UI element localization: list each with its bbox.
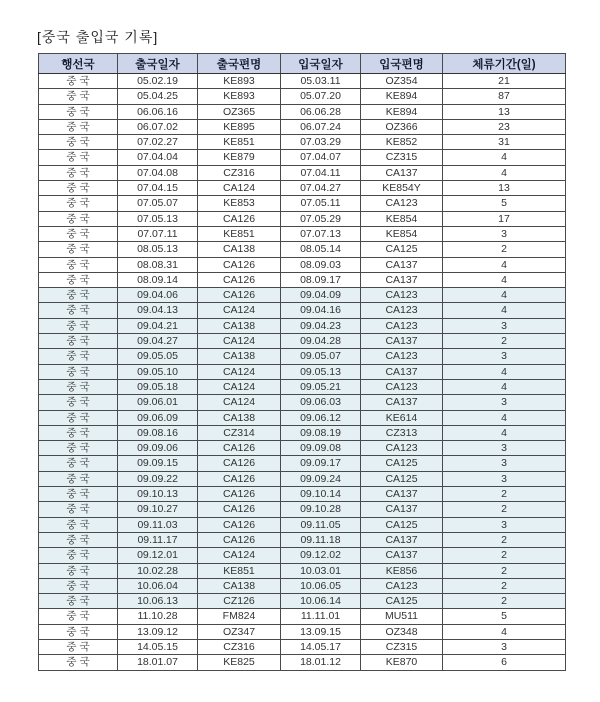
cell-country: 중 국: [39, 410, 118, 425]
cell-stay-days: 13: [443, 104, 566, 119]
cell-depart-date: 09.10.27: [118, 502, 198, 517]
cell-arrive-date: 10.06.05: [281, 578, 361, 593]
cell-arrive-flight: KE894: [361, 89, 443, 104]
cell-country: 중 국: [39, 578, 118, 593]
cell-country: 중 국: [39, 349, 118, 364]
cell-depart-date: 06.06.16: [118, 104, 198, 119]
cell-arrive-date: 09.09.17: [281, 456, 361, 471]
cell-country: 중 국: [39, 135, 118, 150]
cell-arrive-date: 09.10.28: [281, 502, 361, 517]
cell-stay-days: 2: [443, 563, 566, 578]
cell-stay-days: 3: [443, 226, 566, 241]
cell-country: 중 국: [39, 548, 118, 563]
cell-arrive-flight: CA123: [361, 349, 443, 364]
cell-depart-date: 09.09.22: [118, 471, 198, 486]
cell-country: 중 국: [39, 379, 118, 394]
table-row: [39, 502, 566, 517]
cell-depart-date: 07.07.11: [118, 226, 198, 241]
cell-stay-days: 4: [443, 624, 566, 639]
cell-depart-date: 09.10.13: [118, 487, 198, 502]
cell-depart-date: 09.11.17: [118, 532, 198, 547]
cell-country: 중 국: [39, 471, 118, 486]
cell-arrive-date: 09.04.16: [281, 303, 361, 318]
cell-stay-days: 4: [443, 150, 566, 165]
cell-country: 중 국: [39, 165, 118, 180]
cell-depart-flight: CA126: [198, 257, 281, 272]
cell-country: 중 국: [39, 104, 118, 119]
cell-arrive-date: 08.09.03: [281, 257, 361, 272]
cell-depart-date: 05.02.19: [118, 74, 198, 89]
cell-country: 중 국: [39, 334, 118, 349]
table-row: [39, 517, 566, 532]
cell-depart-flight: CA138: [198, 578, 281, 593]
cell-depart-date: 10.06.13: [118, 594, 198, 609]
table-row: [39, 609, 566, 624]
cell-arrive-flight: KE856: [361, 563, 443, 578]
cell-depart-flight: KE851: [198, 226, 281, 241]
cell-stay-days: 6: [443, 655, 566, 670]
cell-depart-date: 09.11.03: [118, 517, 198, 532]
cell-stay-days: 4: [443, 425, 566, 440]
cell-depart-flight: CZ316: [198, 165, 281, 180]
cell-depart-flight: KE893: [198, 74, 281, 89]
cell-depart-flight: CA124: [198, 379, 281, 394]
cell-depart-flight: CZ314: [198, 425, 281, 440]
cell-country: 중 국: [39, 425, 118, 440]
cell-country: 중 국: [39, 609, 118, 624]
table-row: [39, 471, 566, 486]
cell-country: 중 국: [39, 624, 118, 639]
cell-depart-date: 13.09.12: [118, 624, 198, 639]
cell-stay-days: 3: [443, 395, 566, 410]
cell-arrive-flight: CA125: [361, 456, 443, 471]
table-row: [39, 226, 566, 241]
cell-country: 중 국: [39, 288, 118, 303]
cell-country: 중 국: [39, 242, 118, 257]
cell-country: 중 국: [39, 441, 118, 456]
table-row: [39, 211, 566, 226]
cell-arrive-date: 09.06.03: [281, 395, 361, 410]
cell-depart-flight: CA138: [198, 349, 281, 364]
table-row: [39, 594, 566, 609]
cell-country: 중 국: [39, 655, 118, 670]
cell-depart-date: 06.07.02: [118, 119, 198, 134]
cell-stay-days: 87: [443, 89, 566, 104]
cell-depart-flight: KE851: [198, 563, 281, 578]
table-row: [39, 364, 566, 379]
cell-arrive-date: 14.05.17: [281, 639, 361, 654]
cell-stay-days: 3: [443, 441, 566, 456]
cell-depart-date: 09.05.05: [118, 349, 198, 364]
table-row: [39, 303, 566, 318]
cell-arrive-date: 09.08.19: [281, 425, 361, 440]
cell-arrive-date: 09.05.21: [281, 379, 361, 394]
cell-stay-days: 13: [443, 181, 566, 196]
cell-depart-flight: CA126: [198, 502, 281, 517]
table-row: [39, 334, 566, 349]
table-row: [39, 318, 566, 333]
cell-arrive-date: 08.09.17: [281, 272, 361, 287]
cell-stay-days: 2: [443, 502, 566, 517]
cell-arrive-flight: CA125: [361, 594, 443, 609]
cell-stay-days: 4: [443, 257, 566, 272]
cell-depart-flight: CA126: [198, 517, 281, 532]
cell-country: 중 국: [39, 517, 118, 532]
cell-depart-flight: CA126: [198, 272, 281, 287]
table-row: [39, 119, 566, 134]
cell-depart-date: 11.10.28: [118, 609, 198, 624]
cell-arrive-date: 05.03.11: [281, 74, 361, 89]
cell-depart-flight: OZ347: [198, 624, 281, 639]
table-row: [39, 242, 566, 257]
cell-depart-flight: CA138: [198, 318, 281, 333]
cell-arrive-flight: CA137: [361, 334, 443, 349]
header-departure-date: 출국일자: [118, 54, 198, 74]
cell-arrive-date: 09.11.05: [281, 517, 361, 532]
table-row: [39, 425, 566, 440]
cell-depart-flight: CA124: [198, 303, 281, 318]
cell-depart-date: 07.04.15: [118, 181, 198, 196]
cell-arrive-flight: CZ313: [361, 425, 443, 440]
cell-arrive-flight: CA137: [361, 257, 443, 272]
cell-country: 중 국: [39, 119, 118, 134]
cell-depart-date: 07.05.13: [118, 211, 198, 226]
header-stay-duration: 체류기간(일): [443, 54, 566, 74]
cell-depart-flight: CA126: [198, 288, 281, 303]
cell-depart-flight: KE825: [198, 655, 281, 670]
cell-depart-date: 07.04.04: [118, 150, 198, 165]
cell-arrive-flight: CA137: [361, 502, 443, 517]
table-row: [39, 395, 566, 410]
cell-arrive-flight: CA137: [361, 272, 443, 287]
cell-country: 중 국: [39, 594, 118, 609]
cell-arrive-date: 09.04.09: [281, 288, 361, 303]
cell-arrive-flight: KE854Y: [361, 181, 443, 196]
cell-stay-days: 4: [443, 303, 566, 318]
cell-country: 중 국: [39, 150, 118, 165]
table-row: [39, 74, 566, 89]
cell-stay-days: 4: [443, 364, 566, 379]
cell-arrive-flight: CA125: [361, 471, 443, 486]
cell-arrive-flight: CA125: [361, 242, 443, 257]
cell-stay-days: 3: [443, 318, 566, 333]
table-body: [39, 74, 566, 671]
cell-country: 중 국: [39, 303, 118, 318]
table-row: [39, 379, 566, 394]
cell-country: 중 국: [39, 74, 118, 89]
cell-arrive-flight: CA137: [361, 548, 443, 563]
cell-depart-flight: KE895: [198, 119, 281, 134]
cell-stay-days: 2: [443, 487, 566, 502]
header-arrival-flight: 입국편명: [361, 54, 443, 74]
cell-depart-date: 18.01.07: [118, 655, 198, 670]
cell-depart-flight: CZ316: [198, 639, 281, 654]
cell-stay-days: 4: [443, 165, 566, 180]
cell-arrive-date: 07.05.29: [281, 211, 361, 226]
cell-depart-date: 05.04.25: [118, 89, 198, 104]
cell-depart-date: 09.04.13: [118, 303, 198, 318]
table-row: [39, 548, 566, 563]
cell-stay-days: 5: [443, 609, 566, 624]
cell-arrive-flight: CA137: [361, 532, 443, 547]
cell-arrive-flight: KE854: [361, 211, 443, 226]
cell-depart-date: 10.06.04: [118, 578, 198, 593]
cell-arrive-date: 13.09.15: [281, 624, 361, 639]
cell-depart-date: 07.02.27: [118, 135, 198, 150]
header-destination-country: 행선국: [39, 54, 118, 74]
cell-arrive-flight: CA123: [361, 578, 443, 593]
cell-depart-flight: KE893: [198, 89, 281, 104]
cell-depart-flight: KE879: [198, 150, 281, 165]
cell-country: 중 국: [39, 89, 118, 104]
table-row: [39, 624, 566, 639]
cell-arrive-flight: CA123: [361, 318, 443, 333]
table-row: [39, 639, 566, 654]
cell-country: 중 국: [39, 456, 118, 471]
table-row: [39, 150, 566, 165]
cell-stay-days: 2: [443, 594, 566, 609]
cell-arrive-flight: KE852: [361, 135, 443, 150]
cell-arrive-flight: KE854: [361, 226, 443, 241]
cell-arrive-flight: CA123: [361, 288, 443, 303]
table-row: [39, 456, 566, 471]
cell-depart-flight: CA126: [198, 532, 281, 547]
cell-arrive-flight: KE870: [361, 655, 443, 670]
cell-arrive-date: 07.07.13: [281, 226, 361, 241]
cell-arrive-date: 09.09.24: [281, 471, 361, 486]
cell-arrive-date: 11.11.01: [281, 609, 361, 624]
cell-stay-days: 2: [443, 242, 566, 257]
cell-arrive-date: 09.05.13: [281, 364, 361, 379]
table-header-row: [39, 54, 566, 74]
table-row: [39, 181, 566, 196]
table-row: [39, 196, 566, 211]
cell-arrive-flight: OZ366: [361, 119, 443, 134]
cell-depart-date: 07.04.08: [118, 165, 198, 180]
cell-arrive-date: 06.07.24: [281, 119, 361, 134]
cell-stay-days: 2: [443, 578, 566, 593]
cell-depart-date: 09.09.15: [118, 456, 198, 471]
cell-depart-date: 09.12.01: [118, 548, 198, 563]
table-row: [39, 410, 566, 425]
cell-stay-days: 3: [443, 517, 566, 532]
cell-depart-flight: CA124: [198, 181, 281, 196]
cell-depart-flight: CA124: [198, 395, 281, 410]
cell-stay-days: 4: [443, 288, 566, 303]
cell-arrive-date: 09.12.02: [281, 548, 361, 563]
table-row: [39, 288, 566, 303]
cell-arrive-flight: CA123: [361, 441, 443, 456]
cell-arrive-date: 09.09.08: [281, 441, 361, 456]
cell-arrive-date: 08.05.14: [281, 242, 361, 257]
cell-depart-date: 09.06.09: [118, 410, 198, 425]
cell-depart-flight: CA126: [198, 211, 281, 226]
cell-arrive-date: 07.04.27: [281, 181, 361, 196]
table-row: [39, 135, 566, 150]
cell-depart-flight: CA126: [198, 487, 281, 502]
cell-stay-days: 3: [443, 471, 566, 486]
cell-arrive-flight: KE894: [361, 104, 443, 119]
table-row: [39, 257, 566, 272]
table-row: [39, 578, 566, 593]
cell-arrive-flight: CA137: [361, 395, 443, 410]
cell-arrive-date: 09.11.18: [281, 532, 361, 547]
cell-arrive-flight: CA137: [361, 487, 443, 502]
table-row: [39, 272, 566, 287]
cell-depart-date: 10.02.28: [118, 563, 198, 578]
page-title: [중국 출입국 기록]: [37, 29, 159, 45]
cell-arrive-date: 07.03.29: [281, 135, 361, 150]
cell-stay-days: 3: [443, 639, 566, 654]
cell-arrive-flight: CZ315: [361, 150, 443, 165]
cell-depart-date: 14.05.15: [118, 639, 198, 654]
table-row: [39, 532, 566, 547]
cell-country: 중 국: [39, 196, 118, 211]
cell-depart-flight: KE851: [198, 135, 281, 150]
cell-depart-flight: CA124: [198, 334, 281, 349]
cell-depart-flight: CA124: [198, 364, 281, 379]
cell-country: 중 국: [39, 181, 118, 196]
cell-arrive-flight: CA123: [361, 196, 443, 211]
cell-country: 중 국: [39, 395, 118, 410]
table-row: [39, 441, 566, 456]
cell-depart-date: 09.04.21: [118, 318, 198, 333]
cell-stay-days: 2: [443, 532, 566, 547]
cell-stay-days: 2: [443, 334, 566, 349]
cell-arrive-date: 10.06.14: [281, 594, 361, 609]
cell-depart-date: 08.09.14: [118, 272, 198, 287]
cell-arrive-date: 09.04.28: [281, 334, 361, 349]
cell-arrive-date: 09.06.12: [281, 410, 361, 425]
cell-depart-date: 08.08.31: [118, 257, 198, 272]
cell-arrive-flight: CZ315: [361, 639, 443, 654]
cell-stay-days: 17: [443, 211, 566, 226]
cell-arrive-flight: KE614: [361, 410, 443, 425]
cell-depart-flight: FM824: [198, 609, 281, 624]
cell-depart-flight: CZ126: [198, 594, 281, 609]
cell-arrive-date: 06.06.28: [281, 104, 361, 119]
cell-arrive-flight: CA125: [361, 517, 443, 532]
cell-arrive-date: 07.05.11: [281, 196, 361, 211]
cell-country: 중 국: [39, 257, 118, 272]
cell-depart-date: 07.05.07: [118, 196, 198, 211]
cell-stay-days: 4: [443, 379, 566, 394]
cell-country: 중 국: [39, 639, 118, 654]
cell-stay-days: 4: [443, 272, 566, 287]
cell-depart-flight: CA126: [198, 441, 281, 456]
cell-depart-flight: CA124: [198, 548, 281, 563]
cell-country: 중 국: [39, 226, 118, 241]
table-row: [39, 104, 566, 119]
cell-stay-days: 3: [443, 349, 566, 364]
table-row: [39, 487, 566, 502]
cell-depart-flight: OZ365: [198, 104, 281, 119]
cell-country: 중 국: [39, 532, 118, 547]
table-row: [39, 89, 566, 104]
cell-depart-date: 09.08.16: [118, 425, 198, 440]
entry-exit-records-table: [38, 53, 566, 671]
cell-arrive-date: 05.07.20: [281, 89, 361, 104]
cell-depart-flight: CA138: [198, 242, 281, 257]
cell-arrive-date: 09.04.23: [281, 318, 361, 333]
cell-arrive-date: 09.10.14: [281, 487, 361, 502]
cell-country: 중 국: [39, 487, 118, 502]
cell-depart-flight: KE853: [198, 196, 281, 211]
cell-country: 중 국: [39, 563, 118, 578]
cell-arrive-flight: CA137: [361, 165, 443, 180]
cell-depart-date: 09.05.10: [118, 364, 198, 379]
cell-arrive-date: 18.01.12: [281, 655, 361, 670]
header-departure-flight: 출국편명: [198, 54, 281, 74]
cell-arrive-flight: OZ348: [361, 624, 443, 639]
cell-country: 중 국: [39, 318, 118, 333]
cell-arrive-flight: OZ354: [361, 74, 443, 89]
cell-depart-date: 09.05.18: [118, 379, 198, 394]
cell-country: 중 국: [39, 272, 118, 287]
table-row: [39, 655, 566, 670]
cell-country: 중 국: [39, 211, 118, 226]
header-arrival-date: 입국일자: [281, 54, 361, 74]
table-row: [39, 349, 566, 364]
cell-stay-days: 23: [443, 119, 566, 134]
cell-stay-days: 4: [443, 410, 566, 425]
table-row: [39, 563, 566, 578]
cell-depart-flight: CA126: [198, 456, 281, 471]
cell-arrive-flight: CA123: [361, 379, 443, 394]
cell-depart-date: 09.06.01: [118, 395, 198, 410]
cell-depart-date: 08.05.13: [118, 242, 198, 257]
cell-arrive-flight: MU511: [361, 609, 443, 624]
cell-stay-days: 3: [443, 456, 566, 471]
cell-depart-flight: CA138: [198, 410, 281, 425]
cell-depart-date: 09.04.27: [118, 334, 198, 349]
cell-depart-date: 09.09.06: [118, 441, 198, 456]
cell-arrive-date: 10.03.01: [281, 563, 361, 578]
table-row: [39, 165, 566, 180]
cell-depart-flight: CA126: [198, 471, 281, 486]
cell-arrive-flight: CA123: [361, 303, 443, 318]
cell-arrive-date: 09.05.07: [281, 349, 361, 364]
cell-stay-days: 2: [443, 548, 566, 563]
cell-country: 중 국: [39, 364, 118, 379]
cell-arrive-flight: CA137: [361, 364, 443, 379]
cell-stay-days: 21: [443, 74, 566, 89]
cell-stay-days: 31: [443, 135, 566, 150]
cell-arrive-date: 07.04.07: [281, 150, 361, 165]
cell-depart-date: 09.04.06: [118, 288, 198, 303]
cell-stay-days: 5: [443, 196, 566, 211]
cell-arrive-date: 07.04.11: [281, 165, 361, 180]
cell-country: 중 국: [39, 502, 118, 517]
